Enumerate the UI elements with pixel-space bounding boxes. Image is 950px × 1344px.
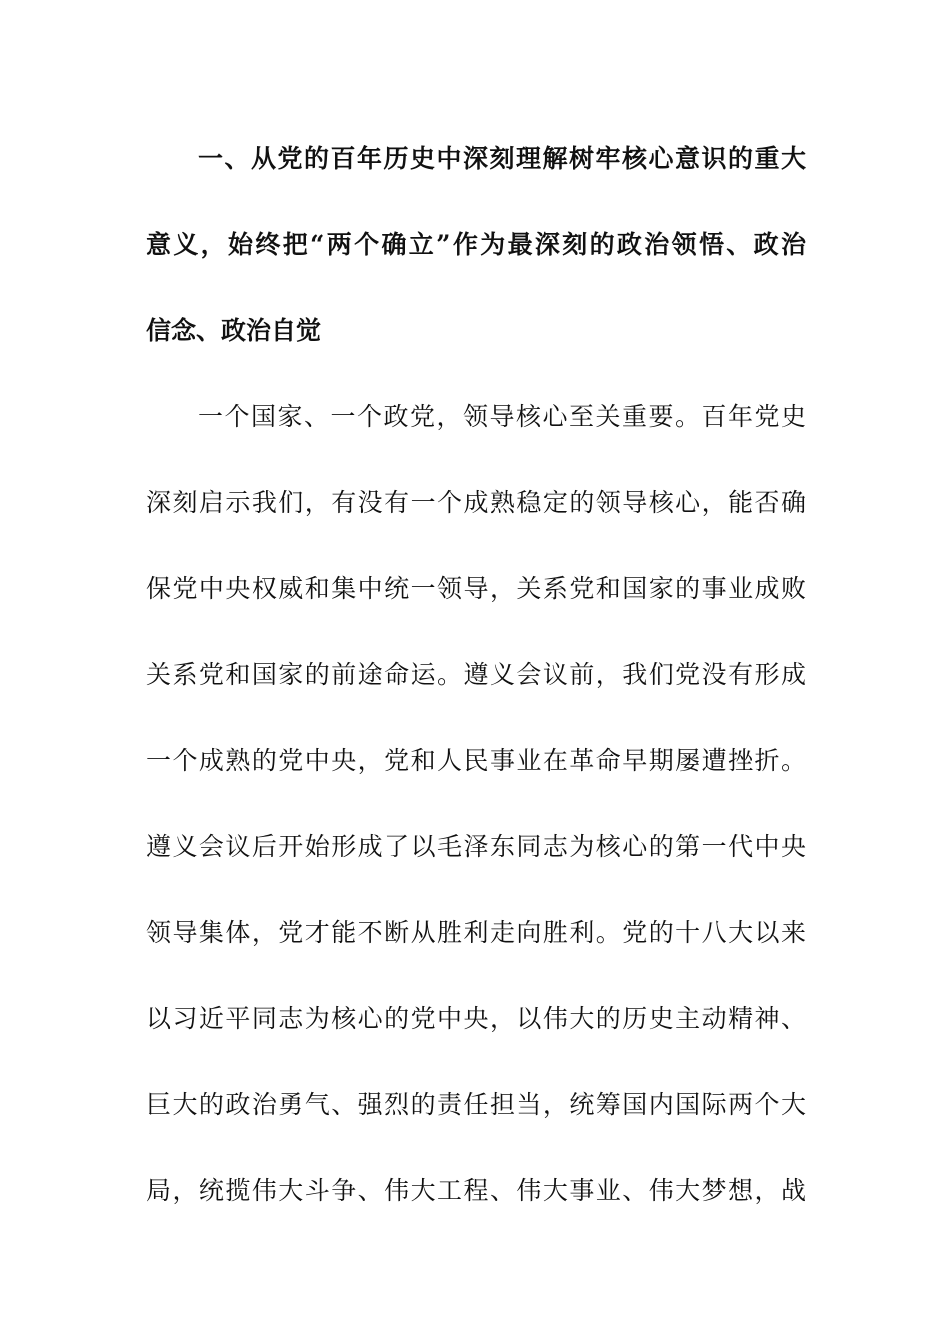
body-line: 关系党和国家的前途命运。遵义会议前，我们党没有形成 bbox=[146, 660, 806, 689]
body-line: 遵义会议后开始形成了以毛泽东同志为核心的第一代中央 bbox=[146, 832, 806, 861]
body-line: 局，统揽伟大斗争、伟大工程、伟大事业、伟大梦想，战 bbox=[146, 1176, 806, 1205]
heading-line: 意义，始终把“两个确立”作为最深刻的政治领悟、政治 bbox=[146, 230, 806, 259]
body-line: 保党中央权威和集中统一领导，关系党和国家的事业成败 bbox=[146, 574, 806, 603]
body-line: 深刻启示我们，有没有一个成熟稳定的领导核心，能否确 bbox=[146, 488, 806, 517]
body-line: 一个国家、一个政党，领导核心至关重要。百年党史 bbox=[198, 402, 806, 431]
body-line: 领导集体，党才能不断从胜利走向胜利。党的十八大以来 bbox=[146, 918, 806, 947]
heading-line: 信念、政治自觉 bbox=[146, 316, 322, 345]
body-line: 一个成熟的党中央，党和人民事业在革命早期屡遭挫折。 bbox=[146, 746, 806, 775]
heading-line: 一、从党的百年历史中深刻理解树牢核心意识的重大 bbox=[198, 144, 806, 173]
body-line: 以习近平同志为核心的党中央，以伟大的历史主动精神、 bbox=[146, 1004, 806, 1033]
body-line: 巨大的政治勇气、强烈的责任担当，统筹国内国际两个大 bbox=[146, 1090, 806, 1119]
